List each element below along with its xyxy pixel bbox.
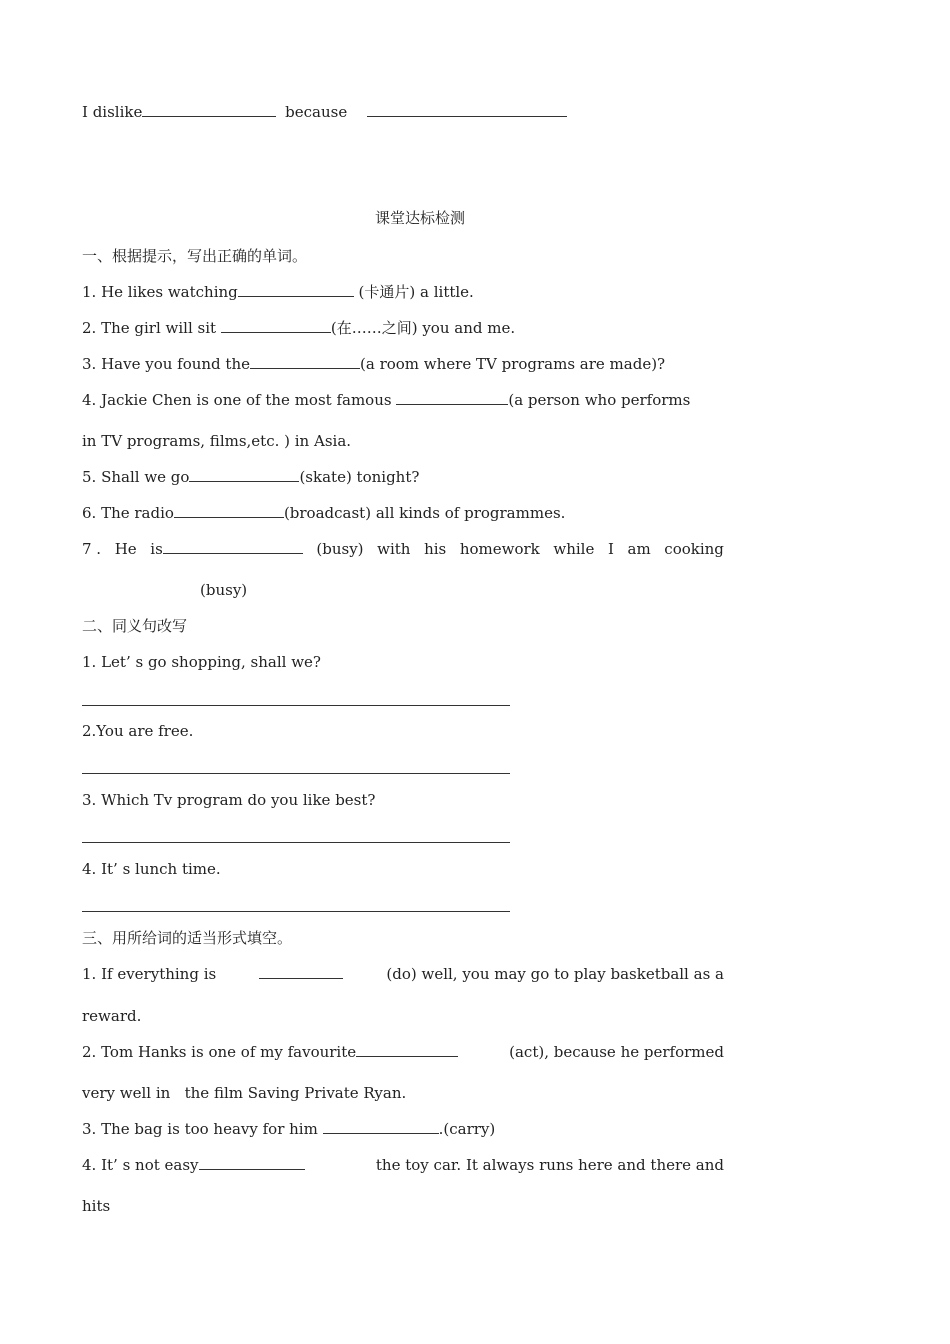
part1-question-6	[82, 503, 565, 523]
part1-question-7	[82, 539, 724, 559]
answer-blank[interactable]	[259, 964, 343, 979]
part1-heading: 一、根据提示，写出正确的单词。	[82, 247, 308, 265]
question-word: He	[114, 540, 137, 558]
dislike-label: I dislike	[82, 103, 143, 121]
question-text: 5. Shall we go	[82, 468, 190, 486]
question-text: 4. It’ s not easy	[82, 1156, 199, 1174]
because-blank[interactable]	[367, 102, 567, 117]
question-hint: (在……之间) you and me.	[330, 319, 516, 337]
question-hint: (卡通片) a little.	[358, 283, 474, 301]
question-hint: (broadcast) all kinds of programmes.	[283, 504, 566, 522]
part1-question-7-cont: (busy)	[200, 581, 248, 599]
part1-question-4-cont: in TV programs, films,etc. ) in Asia.	[82, 432, 352, 450]
question-hint: (a person who performs	[508, 391, 691, 409]
part1-question-4	[82, 390, 690, 410]
question-word: I	[607, 540, 614, 558]
part1-question-1	[82, 282, 474, 302]
answer-line[interactable]	[82, 773, 510, 774]
part3-question-3	[82, 1119, 495, 1139]
question-word: is	[150, 540, 163, 558]
answer-blank[interactable]	[163, 539, 303, 554]
dislike-line	[82, 102, 567, 122]
answer-blank[interactable]	[189, 467, 299, 482]
because-label: because	[285, 103, 348, 121]
answer-blank[interactable]	[174, 503, 284, 518]
question-hint: (act), because he performed	[509, 1043, 724, 1061]
part2-heading: 二、同义句改写	[82, 617, 188, 635]
question-text: 2. Tom Hanks is one of my favourite	[82, 1043, 357, 1061]
question-word: his	[424, 540, 447, 558]
part1-question-3	[82, 354, 665, 374]
part3-heading: 三、用所给词的适当形式填空。	[82, 929, 293, 947]
part3-question-2	[82, 1042, 724, 1062]
part2-question-3: 3. Which Tv program do you like best?	[82, 791, 376, 809]
part2-question-2: 2.You are free.	[82, 722, 194, 740]
question-hint: (busy)	[316, 540, 364, 558]
answer-line[interactable]	[82, 911, 510, 912]
question-text: 3. The bag is too heavy for him	[82, 1120, 318, 1138]
question-number: 7 .	[82, 540, 102, 558]
question-text: 6. The radio	[82, 504, 174, 522]
question-hint: .(carry)	[438, 1120, 496, 1138]
question-word: while	[553, 540, 595, 558]
question-text-blank	[82, 1042, 458, 1062]
question-text-blank	[82, 1155, 305, 1175]
answer-blank[interactable]	[356, 1042, 458, 1057]
part3-question-4	[82, 1155, 724, 1175]
part3-question-4-cont: hits	[82, 1197, 111, 1215]
question-word: with	[377, 540, 411, 558]
part3-question-1	[82, 964, 724, 984]
question-hint: (a room where TV programs are made)?	[360, 355, 666, 373]
part3-question-1-cont: reward.	[82, 1007, 142, 1025]
answer-line[interactable]	[82, 705, 510, 706]
answer-line[interactable]	[82, 842, 510, 843]
question-word: am	[627, 540, 651, 558]
question-text: 1. He likes watching	[82, 283, 238, 301]
question-hint: (do) well, you may go to play basketball as a	[386, 965, 724, 983]
question-hint: the toy car. It always runs here and there and	[375, 1156, 724, 1174]
part1-question-2	[82, 318, 515, 338]
question-text: 1. If everything is	[82, 965, 217, 983]
dislike-blank[interactable]	[142, 102, 276, 117]
part3-question-2-cont: very well in the film Saving Private Ryan.	[82, 1084, 407, 1102]
question-text: 3. Have you found the	[82, 355, 250, 373]
question-word-blank	[150, 539, 303, 559]
answer-blank[interactable]	[396, 390, 508, 405]
answer-blank[interactable]	[250, 354, 360, 369]
page-title: 课堂达标检测	[374, 209, 465, 227]
answer-blank[interactable]	[238, 282, 354, 297]
answer-blank[interactable]	[199, 1155, 305, 1170]
question-word: cooking	[664, 540, 724, 558]
part2-question-4: 4. It’ s lunch time.	[82, 860, 221, 878]
part2-question-1: 1. Let’ s go shopping, shall we?	[82, 653, 321, 671]
part1-question-5	[82, 467, 419, 487]
question-word: homework	[459, 540, 540, 558]
question-text: 4. Jackie Chen is one of the most famous	[82, 391, 392, 409]
question-text: 2. The girl will sit	[82, 319, 217, 337]
answer-blank[interactable]	[323, 1119, 439, 1134]
answer-blank[interactable]	[221, 318, 331, 333]
question-hint: (skate) tonight?	[299, 468, 420, 486]
